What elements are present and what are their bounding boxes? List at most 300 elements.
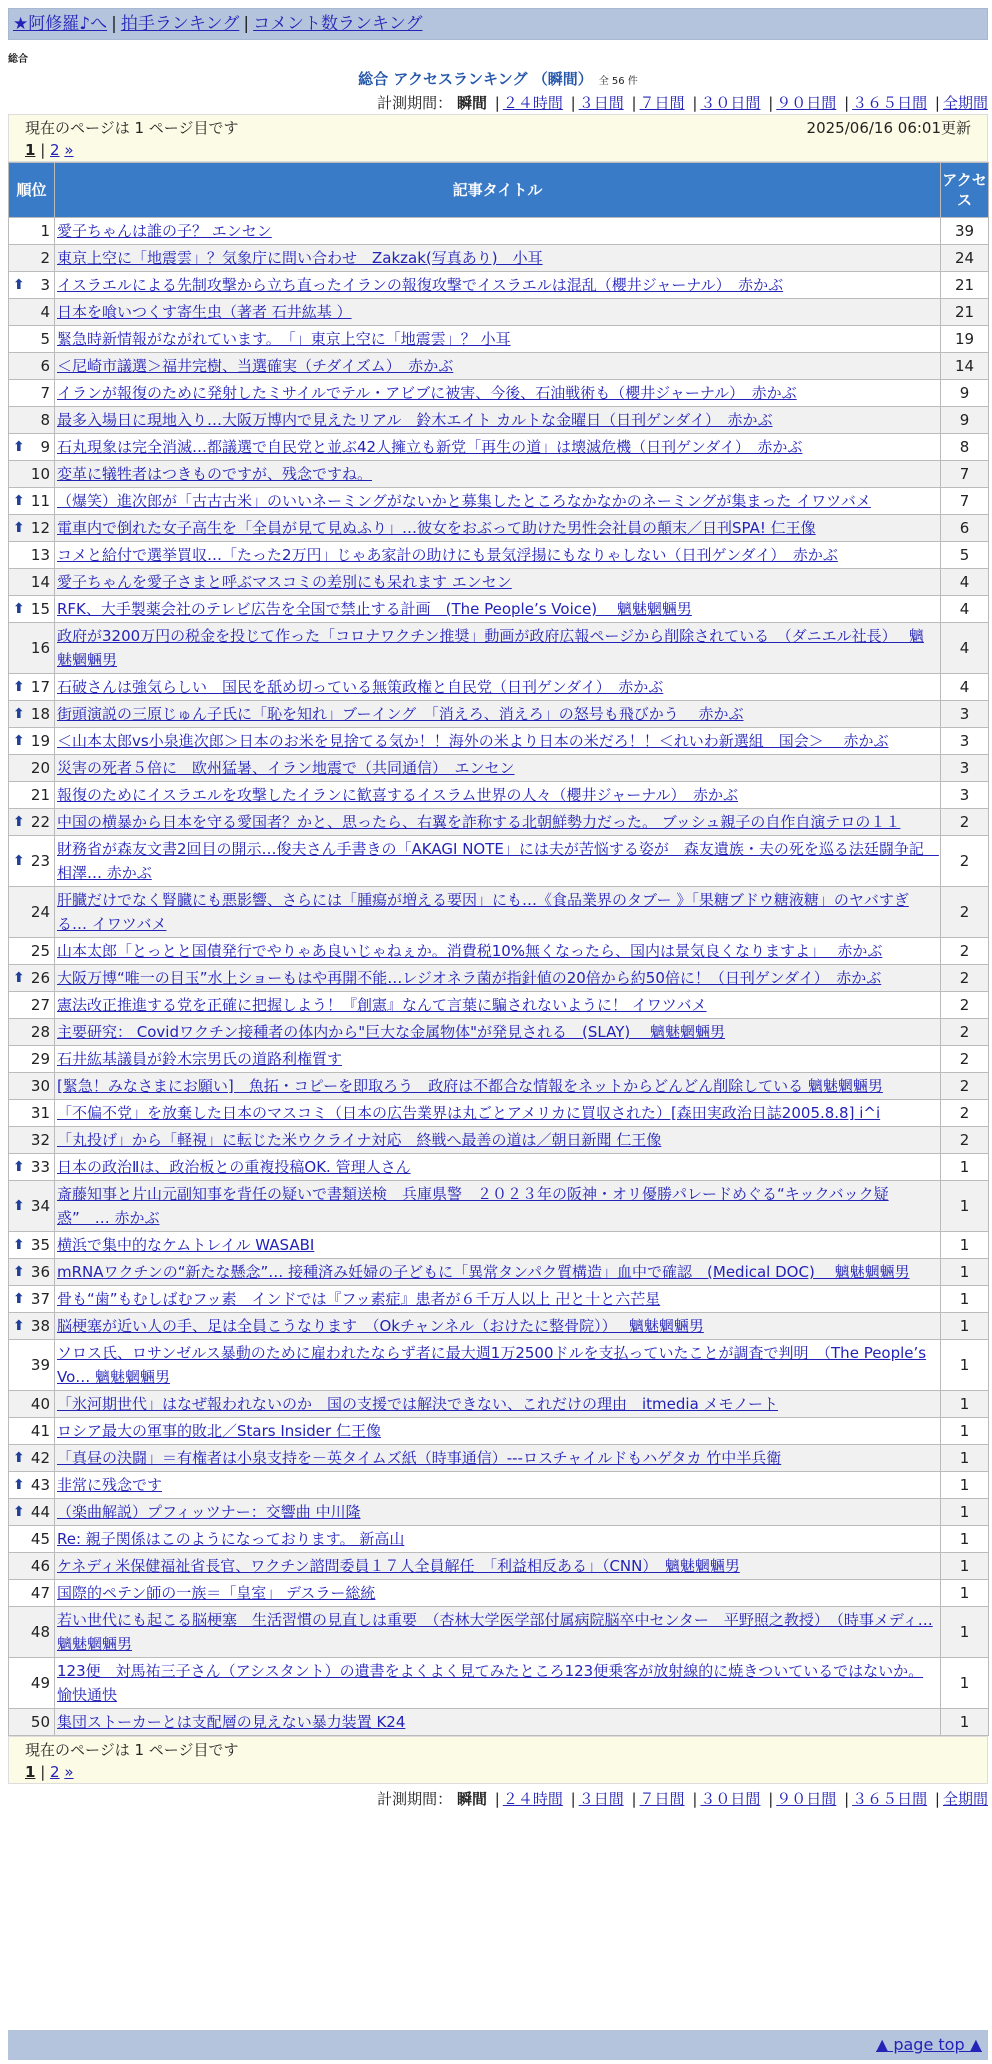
rank-number: 9 — [40, 438, 50, 456]
rank-number: 26 — [30, 969, 50, 987]
title-cell — [55, 1259, 941, 1286]
table-row — [9, 623, 989, 674]
rank-cell — [9, 1154, 55, 1181]
title-cell — [55, 515, 941, 542]
article-title-link[interactable]: 石丸現象は完全消滅…都議選で自民党と並ぶ42人擁立も新党「再生の道」は壊滅危機（日刊ゲンダイ） 赤かぶ — [57, 438, 803, 456]
article-title-link[interactable]: 「真昼の決闘」＝有権者は小泉支持を－英タイムズ紙（時事通信）---ロスチャイルドもハゲタカ 竹中半兵衛 — [57, 1449, 782, 1467]
period-label: 計測期間： — [377, 94, 453, 112]
table-row — [9, 1100, 989, 1127]
updated-time: 2025/06/16 06:01更新 — [806, 119, 971, 137]
table-row — [9, 938, 989, 965]
article-title-link[interactable]: ＜山本太郎vs小泉進次郎＞日本のお米を見捨てる気か！！海外の米より日本の米だろ！！＜れいわ新選組 国会＞ 赤かぶ — [57, 732, 889, 750]
period-link-24h[interactable]: ２４時間 — [502, 94, 563, 112]
table-row — [9, 1046, 989, 1073]
title-cell — [55, 674, 941, 701]
title-cell — [55, 836, 941, 887]
table-row — [9, 1019, 989, 1046]
access-count: 9 — [941, 407, 989, 434]
rank-cell — [9, 1181, 55, 1232]
article-title-link[interactable]: 主要研究： Covidワクチン接種者の体内から"巨大な金属物体"が発見される (SLAY) 魑魅魍魎男 — [57, 1023, 725, 1041]
article-title-link[interactable]: 「丸投げ」から「軽視」に転じた米ウクライナ対応 終戦へ最善の道は／朝日新聞 仁王像 — [57, 1131, 662, 1149]
article-title-link[interactable]: 非常に残念です — [57, 1476, 163, 1494]
period-link-365d-bottom[interactable]: ３６５日間 — [852, 1790, 928, 1808]
article-title-link[interactable]: ソロス氏、ロサンゼルス暴動のために雇われたならず者に最大週1万2500ドルを支払っていたことが調査で判明 （The People’s Vo… 魑魅魍魎男 — [57, 1344, 927, 1386]
article-title-link[interactable]: 国際的ペテン師の一族＝「皇室」 デスラー総統 — [57, 1584, 376, 1602]
rank-cell — [9, 1100, 55, 1127]
table-row — [9, 887, 989, 938]
access-count: 1 — [941, 1553, 989, 1580]
article-title-link[interactable]: 若い世代にも起こる脳梗塞 生活習慣の見直しは重要 （杏林大学医学部付属病院脳卒中センター 平野照之教授） （時事メディ… 魑魅魍魎男 — [57, 1611, 933, 1653]
table-row — [9, 1499, 989, 1526]
title-cell — [55, 1154, 941, 1181]
rank-number: 36 — [30, 1263, 50, 1281]
table-row — [9, 701, 989, 728]
title-cell — [55, 1313, 941, 1340]
arrow-up-icon: ⬆ — [13, 1504, 25, 1520]
access-count: 3 — [941, 728, 989, 755]
rank-cell — [9, 1313, 55, 1340]
rank-cell — [9, 1391, 55, 1418]
access-count: 4 — [941, 569, 989, 596]
title-cell — [55, 380, 941, 407]
rank-number: 39 — [30, 1356, 50, 1374]
title-cell — [55, 965, 941, 992]
rank-number: 20 — [30, 759, 50, 777]
article-title-link[interactable]: 「氷河期世代」はなぜ報われないのか 国の支援では解決できない、これだけの理由 itmedia メモノート — [57, 1395, 778, 1413]
page-top-link[interactable]: ▲ page top ▲ — [875, 2035, 982, 2054]
rank-number: 5 — [40, 330, 50, 348]
access-count: 3 — [941, 701, 989, 728]
rank-number: 43 — [30, 1476, 50, 1494]
article-title-link[interactable]: イランが報復のために発射したミサイルでテル・アビブに被害、今後、石油戦術も（櫻井ジャーナル） 赤かぶ — [57, 384, 797, 402]
access-count: 8 — [941, 434, 989, 461]
article-title-link[interactable]: 報復のためにイスラエルを攻撃したイランに歓喜するイスラム世界の人々（櫻井ジャーナル） 赤かぶ — [57, 786, 739, 804]
table-row — [9, 488, 989, 515]
access-count: 4 — [941, 674, 989, 701]
pager-page-2-bottom[interactable]: 2 — [50, 1763, 60, 1781]
period-link-3d[interactable]: ３日間 — [578, 94, 624, 112]
table-row — [9, 809, 989, 836]
arrow-up-icon: ⬆ — [13, 1450, 25, 1466]
rank-cell — [9, 755, 55, 782]
rank-number: 19 — [30, 732, 50, 750]
table-row — [9, 1286, 989, 1313]
arrow-up-icon: ⬆ — [13, 1159, 25, 1175]
access-count: 1 — [941, 1472, 989, 1499]
access-count: 21 — [941, 299, 989, 326]
rank-number: 13 — [30, 546, 50, 564]
title-cell — [55, 1709, 941, 1736]
title-cell — [55, 1181, 941, 1232]
rank-cell — [9, 1499, 55, 1526]
access-count: 4 — [941, 596, 989, 623]
article-title-link[interactable]: 愛子ちゃんを愛子さまと呼ぶマスコミの差別にも呆れます エンセン — [57, 573, 512, 591]
arrow-up-icon: ⬆ — [13, 277, 25, 293]
rank-cell — [9, 965, 55, 992]
title-cell — [55, 728, 941, 755]
rank-number: 46 — [30, 1557, 50, 1575]
access-count: 2 — [941, 1127, 989, 1154]
table-row — [9, 1607, 989, 1658]
table-row — [9, 299, 989, 326]
rank-cell — [9, 674, 55, 701]
period-link-all-bottom[interactable]: 全期間 — [942, 1790, 988, 1808]
access-count: 2 — [941, 887, 989, 938]
access-count: 24 — [941, 245, 989, 272]
arrow-up-icon: ⬆ — [13, 733, 25, 749]
section-label: 総合 — [8, 54, 28, 65]
rank-cell — [9, 701, 55, 728]
article-title-link[interactable]: 政府が3200万円の税金を投じて作った「コロナワクチン推奨」動画が政府広報ページから削除されている （ダニエル社長） 魑魅魍魎男 — [57, 627, 924, 669]
rank-cell — [9, 623, 55, 674]
period-label-bottom: 計測期間： — [377, 1790, 453, 1808]
access-count: 2 — [941, 836, 989, 887]
arrow-up-icon: ⬆ — [13, 493, 25, 509]
access-count: 1 — [941, 1259, 989, 1286]
rank-cell — [9, 836, 55, 887]
article-title-link[interactable]: 緊急時新情報がながれています。 「」東京上空に「地震雲」？ 小耳 — [57, 330, 511, 348]
col-access-header: アクセス — [941, 163, 989, 218]
rank-cell — [9, 461, 55, 488]
rank-cell — [9, 728, 55, 755]
period-link-7d-bottom[interactable]: ７日間 — [639, 1790, 685, 1808]
access-count: 1 — [941, 1607, 989, 1658]
article-title-link[interactable]: 123便 対馬祐三子さん（アシスタント）の遺書をよくよく見てみたところ123便乗客が放射線的に焼きついているではないか。 愉快通快 — [57, 1662, 924, 1704]
title-cell — [55, 569, 941, 596]
page-title — [8, 68, 988, 90]
article-title-link[interactable]: 「不偏不党」を放棄した日本のマスコミ（日本の広告業界は丸ごとアメリカに買収された）[森田実政治日誌2005.8.8] i^i — [57, 1104, 881, 1122]
table-row — [9, 1553, 989, 1580]
access-count: 1 — [941, 1658, 989, 1709]
pager-top: 現在のページは 1 ページ目です 2025/06/16 06:01更新 1 | 2 » — [8, 114, 988, 162]
period-current: 瞬間 — [456, 94, 487, 112]
rank-cell — [9, 434, 55, 461]
table-row — [9, 1073, 989, 1100]
title-cell — [55, 1232, 941, 1259]
article-title-link[interactable]: （楽曲解説）プフィッツナー：交響曲 中川隆 — [57, 1503, 361, 1521]
title-cell — [55, 1046, 941, 1073]
rank-number: 32 — [30, 1131, 50, 1149]
access-count: 4 — [941, 623, 989, 674]
article-title-link[interactable]: ＜尼崎市議選＞福井完樹、当選確実（チダイズム） 赤かぶ — [57, 357, 454, 375]
pager-page-2[interactable]: 2 — [50, 141, 60, 159]
title-cell — [55, 1100, 941, 1127]
rank-number: 45 — [30, 1530, 50, 1548]
title-cell — [55, 272, 941, 299]
title-cell — [55, 1418, 941, 1445]
access-count: 1 — [941, 1391, 989, 1418]
article-title-link[interactable]: 中国の横暴から日本を守る愛国者？かと、思ったら、右翼を詐称する北朝鮮勢力だった。 ブッシュ親子の自作自演テロの１１ — [57, 813, 901, 831]
article-title-link[interactable]: 集団ストーカーとは支配層の見えない暴力装置 K24 — [57, 1713, 406, 1731]
rank-number: 10 — [30, 465, 50, 483]
access-count: 7 — [941, 461, 989, 488]
article-title-link[interactable]: 電車内で倒れた女子高生を「全員が見て見ぬふり」…彼女をおぶって助けた男性会社員の顛末／日刊SPA! 仁王像 — [57, 519, 816, 537]
article-title-link[interactable]: 憲法改正推進する党を正確に把握しよう！『創憲』なんて言葉に騙されないように！ イワツバメ — [57, 996, 707, 1014]
title-cell — [55, 1526, 941, 1553]
comment-ranking-link[interactable]: コメント数ランキング — [253, 14, 423, 34]
rank-number: 44 — [30, 1503, 50, 1521]
access-count: 19 — [941, 326, 989, 353]
rank-cell — [9, 569, 55, 596]
total-count: 全 56 件 — [598, 76, 638, 87]
period-link-90d-bottom[interactable]: ９０日間 — [776, 1790, 837, 1808]
table-row — [9, 1418, 989, 1445]
table-row — [9, 515, 989, 542]
table-row — [9, 1313, 989, 1340]
article-title-link[interactable]: 石破さんは強気らしい 国民を舐め切っている無策政権と自民党（日刊ゲンダイ） 赤かぶ — [57, 678, 664, 696]
period-link-24h-bottom[interactable]: ２４時間 — [502, 1790, 563, 1808]
article-title-link[interactable]: 日本を喰いつくす寄生虫（著者 石井紘基 ） — [57, 303, 352, 321]
rank-number: 41 — [30, 1422, 50, 1440]
rank-cell — [9, 488, 55, 515]
rank-cell — [9, 245, 55, 272]
access-count: 2 — [941, 809, 989, 836]
article-title-link[interactable]: 骨も“歯”もむしばむフッ素 インドでは『フッ素症』患者が６千万人以上 卍と十と六芒星 — [57, 1290, 661, 1308]
access-count: 2 — [941, 938, 989, 965]
period-link-365d[interactable]: ３６５日間 — [852, 94, 928, 112]
table-row — [9, 245, 989, 272]
ranking-table — [8, 162, 989, 1736]
title-cell — [55, 887, 941, 938]
title-cell — [55, 1607, 941, 1658]
table-row — [9, 1472, 989, 1499]
rank-cell — [9, 1658, 55, 1709]
rank-number: 38 — [30, 1317, 50, 1335]
rank-number: 16 — [30, 639, 50, 657]
title-cell — [55, 218, 941, 245]
title-cell — [55, 1499, 941, 1526]
rank-cell — [9, 1286, 55, 1313]
ranking-rows — [9, 218, 989, 1736]
article-title-link[interactable]: 山本太郎「とっとと国債発行でやりゃあ良いじゃねぇか。消費税10%無くなったら、国内は景気良くなりますよ」 赤かぶ — [57, 942, 883, 960]
article-title-link[interactable]: 愛子ちゃんは誰の子？ エンセン — [57, 222, 272, 240]
arrow-up-icon: ⬆ — [13, 520, 25, 536]
table-row — [9, 380, 989, 407]
rank-number: 12 — [30, 519, 50, 537]
rank-cell — [9, 992, 55, 1019]
rank-number: 22 — [30, 813, 50, 831]
period-current-bottom: 瞬間 — [456, 1790, 487, 1808]
rank-number: 24 — [30, 903, 50, 921]
article-title-link[interactable]: 日本の政治Ⅱは、政治板との重複投稿OK. 管理人さん — [57, 1158, 411, 1176]
access-count: 1 — [941, 1526, 989, 1553]
article-title-link[interactable]: [緊急！みなさまにお願い] 魚拓・コピーを即取ろう 政府は不都合な情報をネットからどんどん削除している 魑魅魍魎男 — [57, 1077, 883, 1095]
arrow-up-icon: ⬆ — [13, 601, 25, 617]
access-count: 5 — [941, 542, 989, 569]
table-row — [9, 965, 989, 992]
top-nav-bar: ★阿修羅♪へ | 拍手ランキング | コメント数ランキング — [8, 8, 988, 40]
title-cell — [55, 1658, 941, 1709]
rank-number: 48 — [30, 1623, 50, 1641]
rank-cell — [9, 1445, 55, 1472]
pager-next[interactable]: » — [64, 141, 74, 159]
arrow-up-icon: ⬆ — [13, 970, 25, 986]
rank-number: 25 — [30, 942, 50, 960]
table-row — [9, 1340, 989, 1391]
rank-cell — [9, 1472, 55, 1499]
article-title-link[interactable]: 最多入場日に現地入り…大阪万博内で見えたリアル 鈴木エイト カルトな金曜日（日刊ゲンダイ） 赤かぶ — [57, 411, 773, 429]
rank-number: 4 — [40, 303, 50, 321]
title-cell — [55, 701, 941, 728]
rank-number: 1 — [40, 222, 50, 240]
home-link[interactable]: ★阿修羅♪へ — [13, 14, 108, 34]
title-cell — [55, 755, 941, 782]
article-title-link[interactable]: RFK、大手製薬会社のテレビ広告を全国で禁止する計画 (The People’s Voice) 魑魅魍魎男 — [57, 600, 692, 618]
rank-cell — [9, 1046, 55, 1073]
period-selector-top: 計測期間： 瞬間 | ２４時間 | ３日間 | ７日間 | ３０日間 | ９０日間 | ３６５日間 | 全期間 — [377, 94, 988, 112]
table-row — [9, 1580, 989, 1607]
title-cell — [55, 1340, 941, 1391]
article-title-link[interactable]: 街頭演説の三原じゅん子氏に「恥を知れ」ブーイング 「消えろ、消えろ」の怒号も飛びかう 赤かぶ — [57, 705, 744, 723]
table-row — [9, 218, 989, 245]
title-cell — [55, 1472, 941, 1499]
rank-number: 7 — [40, 384, 50, 402]
rank-cell — [9, 1340, 55, 1391]
article-title-link[interactable]: mRNAワクチンの“新たな懸念”… 接種済み妊婦の子どもに「異常タンパク質構造」血中で確認 (Medical DOC) 魑魅魍魎男 — [57, 1263, 910, 1281]
title-cell — [55, 353, 941, 380]
rank-number: 6 — [40, 357, 50, 375]
arrow-up-icon: ⬆ — [13, 1318, 25, 1334]
rank-cell — [9, 1553, 55, 1580]
col-rank-header: 順位 — [9, 163, 55, 218]
rank-number: 50 — [30, 1713, 50, 1731]
table-row — [9, 1259, 989, 1286]
access-count: 9 — [941, 380, 989, 407]
title-cell — [55, 1073, 941, 1100]
access-count: 1 — [941, 1445, 989, 1472]
access-count: 2 — [941, 1019, 989, 1046]
period-link-30d-bottom[interactable]: ３０日間 — [700, 1790, 761, 1808]
rank-cell — [9, 1709, 55, 1736]
access-count: 2 — [941, 1100, 989, 1127]
table-row — [9, 596, 989, 623]
access-count: 6 — [941, 515, 989, 542]
access-count: 1 — [941, 1286, 989, 1313]
article-title-link[interactable]: 横浜で集中的なケムトレイル WASABI — [57, 1236, 315, 1254]
rank-cell — [9, 938, 55, 965]
title-cell — [55, 1445, 941, 1472]
rank-cell — [9, 353, 55, 380]
period-link-all[interactable]: 全期間 — [942, 94, 988, 112]
pager-next-bottom[interactable]: » — [64, 1763, 74, 1781]
arrow-up-icon: ⬆ — [13, 1198, 25, 1214]
pager-current: 1 — [25, 141, 36, 159]
period-link-90d[interactable]: ９０日間 — [776, 94, 837, 112]
access-count: 1 — [941, 1418, 989, 1445]
title-cell — [55, 1286, 941, 1313]
arrow-up-icon: ⬆ — [13, 1291, 25, 1307]
title-cell — [55, 299, 941, 326]
article-title-link[interactable]: 財務省が森友文書2回目の開示…俊夫さん手書きの「AKAGI NOTE」には夫が苦悩する姿が 森友遺族・夫の死を巡る法廷闘争記 相澤… 赤かぶ — [57, 840, 939, 882]
rank-number: 28 — [30, 1023, 50, 1041]
rank-number: 11 — [30, 492, 50, 510]
title-cell — [55, 542, 941, 569]
access-count: 1 — [941, 1499, 989, 1526]
page-title-text: 総合 アクセスランキング （瞬間） — [358, 70, 593, 88]
rank-cell — [9, 1127, 55, 1154]
table-row — [9, 1658, 989, 1709]
access-count: 1 — [941, 1313, 989, 1340]
rank-number: 27 — [30, 996, 50, 1014]
access-count: 1 — [941, 1181, 989, 1232]
arrow-up-icon: ⬆ — [13, 1237, 25, 1253]
clap-ranking-link[interactable]: 拍手ランキング — [120, 14, 240, 34]
title-cell — [55, 434, 941, 461]
access-count: 39 — [941, 218, 989, 245]
access-count: 2 — [941, 1046, 989, 1073]
table-row — [9, 353, 989, 380]
access-count: 2 — [941, 992, 989, 1019]
article-title-link[interactable]: 東京上空に「地震雲」？気象庁に問い合わせ Zakzak(写真あり) 小耳 — [57, 249, 543, 267]
article-title-link[interactable]: （爆笑）進次郎が「古古古米」のいいネーミングがないかと募集したところなかなかのネーミングが集まった イワツバメ — [57, 492, 871, 510]
page-status: 現在のページは 1 ページ目です — [25, 119, 239, 137]
rank-number: 49 — [30, 1674, 50, 1692]
rank-cell — [9, 596, 55, 623]
rank-number: 17 — [30, 678, 50, 696]
title-cell — [55, 245, 941, 272]
arrow-up-icon: ⬆ — [13, 814, 25, 830]
title-cell — [55, 326, 941, 353]
rank-cell — [9, 326, 55, 353]
rank-cell — [9, 299, 55, 326]
rank-number: 33 — [30, 1158, 50, 1176]
article-title-link[interactable]: コメと給付で選挙買収…「たった2万円」じゃあ家計の助けにも景気浮揚にもなりゃしない（日刊ゲンダイ） 赤かぶ — [57, 546, 838, 564]
article-title-link[interactable]: 災害の死者５倍に 欧州猛暑、イラン地震で（共同通信） エンセン — [57, 759, 515, 777]
table-row — [9, 755, 989, 782]
arrow-up-icon: ⬆ — [13, 853, 25, 869]
rank-number: 18 — [30, 705, 50, 723]
period-link-7d[interactable]: ７日間 — [639, 94, 685, 112]
rank-number: 3 — [40, 276, 50, 294]
rank-cell — [9, 1073, 55, 1100]
rank-cell — [9, 380, 55, 407]
article-title-link[interactable]: 脳梗塞が近い人の手、足は全員こうなります （Okチャンネル（おけたに整骨院）） 魑魅魍魎男 — [57, 1317, 704, 1335]
article-title-link[interactable]: Re: 親子関係はこのようになっております。 新高山 — [57, 1530, 405, 1548]
article-title-link[interactable]: 斎藤知事と片山元副知事を背任の疑いで書類送検 兵庫県警 ２０２３年の阪神・オリ優勝パレードめぐる“キックバック疑惑” … 赤かぶ — [57, 1185, 889, 1227]
table-row — [9, 1154, 989, 1181]
pager-bottom: 現在のページは 1 ページ目です 1 | 2 » — [8, 1736, 988, 1784]
arrow-up-icon: ⬆ — [13, 439, 25, 455]
access-count: 2 — [941, 965, 989, 992]
title-cell — [55, 938, 941, 965]
rank-number: 21 — [30, 786, 50, 804]
rank-number: 37 — [30, 1290, 50, 1308]
rank-cell — [9, 218, 55, 245]
article-title-link[interactable]: イスラエルによる先制攻撃から立ち直ったイランの報復攻撃でイスラエルは混乱（櫻井ジャーナル） 赤かぶ — [57, 276, 784, 294]
rank-number: 31 — [30, 1104, 50, 1122]
rank-cell — [9, 515, 55, 542]
rank-number: 47 — [30, 1584, 50, 1602]
article-title-link[interactable]: ケネディ米保健福祉省長官、ワクチン諮問委員１７人全員解任 「利益相反ある」（CNN） 魑魅魍魎男 — [57, 1557, 740, 1575]
article-title-link[interactable]: 石井紘基議員が鈴木宗男氏の道路利権質す — [57, 1050, 343, 1068]
article-title-link[interactable]: ロシア最大の軍事的敗北／Stars Insider 仁王像 — [57, 1422, 381, 1440]
title-cell — [55, 1019, 941, 1046]
period-link-30d[interactable]: ３０日間 — [700, 94, 761, 112]
rank-cell — [9, 887, 55, 938]
rank-number: 40 — [30, 1395, 50, 1413]
access-count: 1 — [941, 1340, 989, 1391]
rank-cell — [9, 782, 55, 809]
article-title-link[interactable]: 肝臓だけでなく腎臓にも悪影響、さらには「腫瘍が増える要因」にも…《食品業界のタブー 》「果糖ブドウ糖液糖」のヤバすぎる… イワツバメ — [57, 891, 909, 933]
article-title-link[interactable]: 大阪万博“唯一の目玉”水上ショーもはや再開不能…レジオネラ菌が指針値の20倍から約50倍に！（日刊ゲンダイ） 赤かぶ — [57, 969, 882, 987]
rank-number: 42 — [30, 1449, 50, 1467]
table-row — [9, 992, 989, 1019]
period-link-3d-bottom[interactable]: ３日間 — [578, 1790, 624, 1808]
table-row — [9, 407, 989, 434]
col-title-header: 記事タイトル — [55, 163, 941, 218]
article-title-link[interactable]: 変革に犠牲者はつきものですが、残念ですね。 — [57, 465, 373, 483]
table-row — [9, 1709, 989, 1736]
